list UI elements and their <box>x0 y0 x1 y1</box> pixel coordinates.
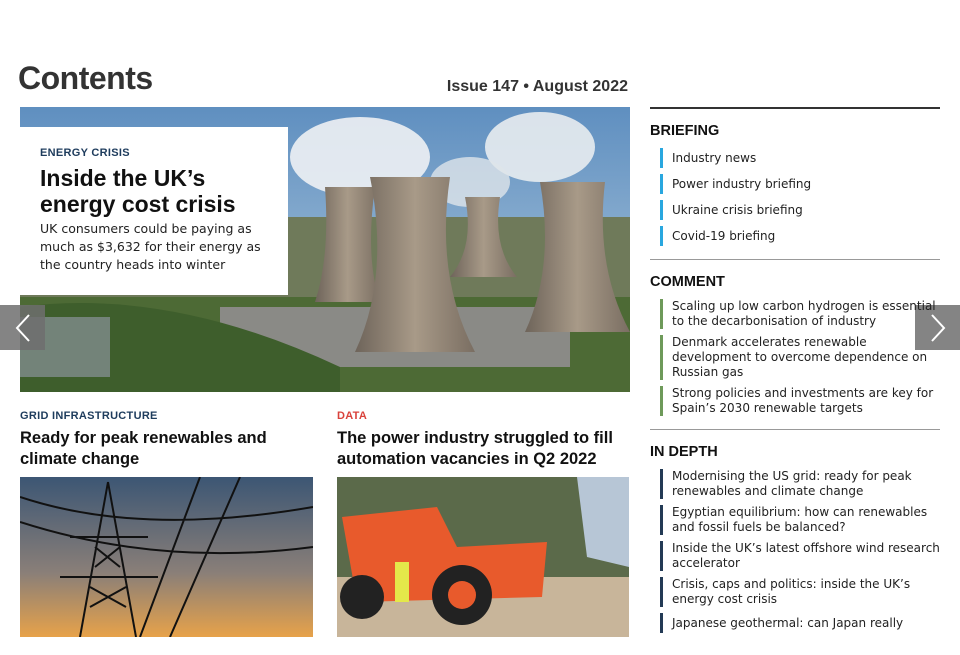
card-kicker: GRID INFRASTRUCTURE <box>20 410 158 422</box>
section-heading-briefing: BRIEFING <box>650 123 720 139</box>
article-card-grid[interactable] <box>20 410 313 470</box>
section-divider <box>650 429 940 430</box>
briefing-link[interactable]: Industry news <box>660 148 940 168</box>
section-heading-in-depth: IN DEPTH <box>650 444 718 460</box>
hero-card[interactable] <box>20 127 288 295</box>
comment-link[interactable]: Scaling up low carbon hydrogen is essential to the decarbonisation of industry <box>660 299 940 329</box>
prev-slide-button[interactable] <box>0 305 45 350</box>
in-depth-link[interactable]: Modernising the US grid: ready for peak renewables and climate change <box>660 469 940 499</box>
chevron-left-icon <box>13 313 33 343</box>
hero-title[interactable]: Inside the UK’s energy cost crisis <box>40 165 236 217</box>
section-heading-comment: COMMENT <box>650 274 725 290</box>
card-title[interactable]: The power industry struggled to fill automation vacancies in Q2 2022 <box>337 429 613 468</box>
pylon-image[interactable] <box>20 477 313 637</box>
card-kicker: DATA <box>337 410 368 422</box>
page-title: Contents <box>18 60 153 96</box>
in-depth-link[interactable]: Inside the UK’s latest offshore wind research accelerator <box>660 541 940 571</box>
in-depth-link[interactable]: Egyptian equilibrium: how can renewables and fossil fuels be balanced? <box>660 505 940 535</box>
card-title[interactable]: Ready for peak renewables and climate change <box>20 429 267 468</box>
mining-truck-image[interactable] <box>337 477 629 637</box>
comment-link[interactable]: Denmark accelerates renewable development to overcome dependence on Russian gas <box>660 335 940 380</box>
sidebar <box>650 107 940 646</box>
briefing-link[interactable]: Power industry briefing <box>660 174 940 194</box>
issue-label: Issue 147 • August 2022 <box>446 78 628 95</box>
briefing-link[interactable]: Ukraine crisis briefing <box>660 200 940 220</box>
in-depth-link[interactable]: Japanese geothermal: can Japan really <box>660 613 940 633</box>
comment-link[interactable]: Strong policies and investments are key for Spain’s 2030 renewable targets <box>660 386 940 416</box>
hero-subtitle: UK consumers could be paying as much as $3,632 for their energy as the country heads into winter <box>40 221 261 272</box>
section-divider <box>650 107 940 109</box>
article-card-data[interactable] <box>337 410 630 470</box>
section-divider <box>650 259 940 260</box>
briefing-link[interactable]: Covid-19 briefing <box>660 226 940 246</box>
in-depth-link[interactable]: Crisis, caps and politics: inside the UK’s energy cost crisis <box>660 577 940 607</box>
hero-kicker: ENERGY CRISIS <box>40 147 130 159</box>
